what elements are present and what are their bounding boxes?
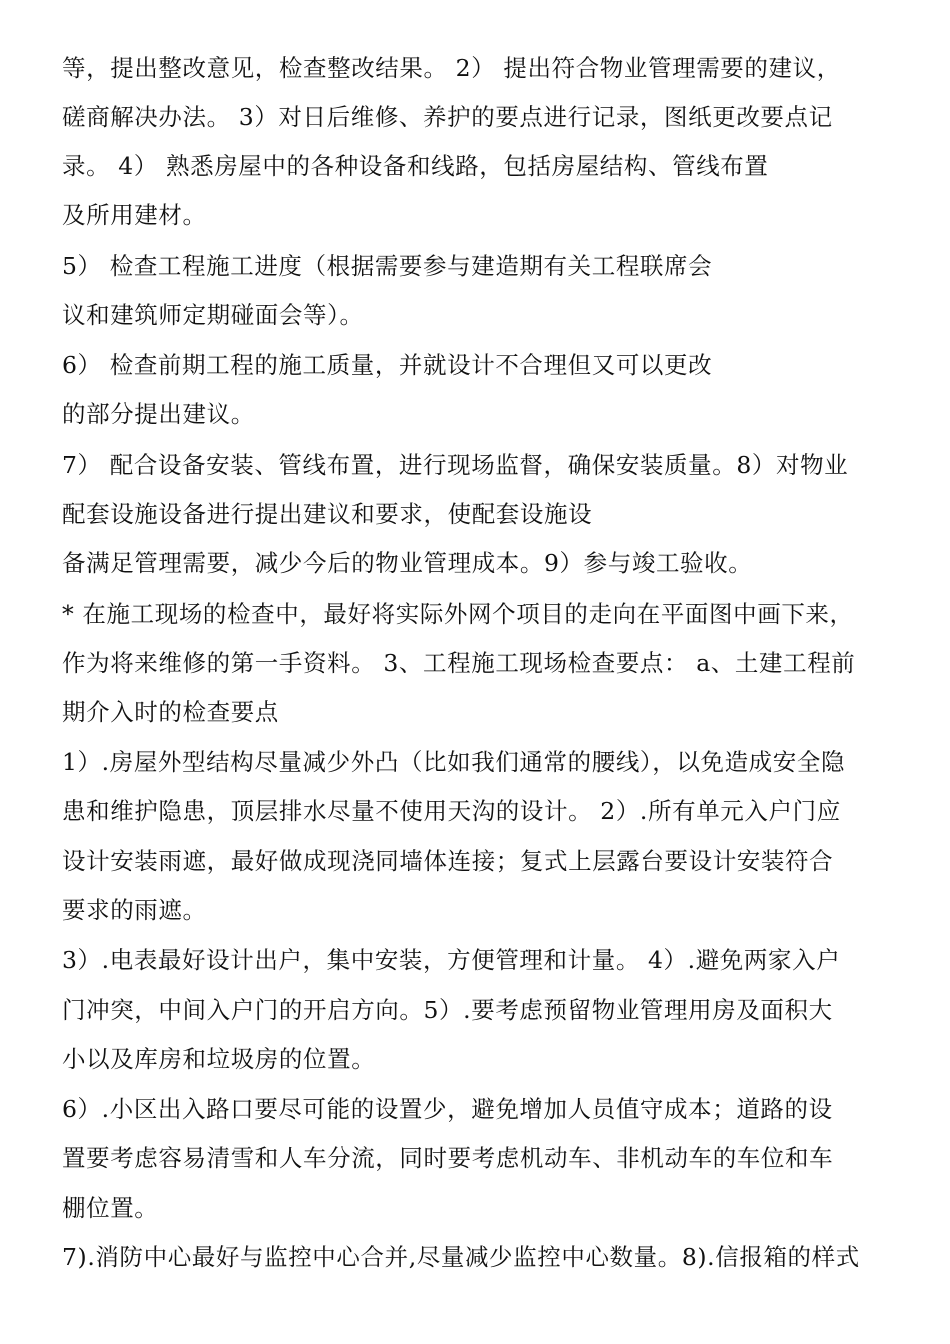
text-line: 6） 检查前期工程的施工质量，并就设计不合理但又可以更改 — [62, 351, 713, 379]
text-line: 期介入时的检查要点 — [62, 698, 279, 726]
text-line: 5） 检查工程施工进度（根据需要参与建造期有关工程联席会 — [62, 252, 713, 280]
text-line: 及所用建材。 — [62, 201, 207, 229]
text-line: 门冲突，中间入户门的开启方向。5）.要考虑预留物业管理用房及面积大 — [62, 996, 833, 1024]
text-line: 备满足管理需要，减少今后的物业管理成本。9）参与竣工验收。 — [62, 549, 753, 577]
text-line: 配套设施设备进行提出建议和要求，使配套设施设 — [62, 500, 593, 528]
text-line: 小以及库房和垃圾房的位置。 — [62, 1045, 376, 1073]
text-line: 棚位置。 — [62, 1194, 159, 1222]
text-line: 磋商解决办法。 3）对日后维修、养护的要点进行记录，图纸更改要点记 — [62, 103, 833, 131]
text-line: 作为将来维修的第一手资料。 3、工程施工现场检查要点： a、土建工程前 — [62, 649, 856, 677]
text-line: 患和维护隐患，顶层排水尽量不使用天沟的设计。 2）.所有单元入户门应 — [62, 797, 841, 825]
text-line: 置要考虑容易清雪和人车分流，同时要考虑机动车、非机动车的车位和车 — [62, 1144, 834, 1172]
text-line: 7).消防中心最好与监控中心合并,尽量减少监控中心数量。8).信报箱的样式 — [62, 1243, 860, 1271]
text-line: 3）.电表最好设计出户，集中安装，方便管理和计量。 4）.避免两家入户 — [62, 946, 841, 974]
text-line: 1）.房屋外型结构尽量减少外凸（比如我们通常的腰线），以免造成安全隐 — [62, 748, 846, 776]
text-line: 6）.小区出入路口要尽可能的设置少，避免增加人员值守成本；道路的设 — [62, 1095, 833, 1123]
text-line: 录。 4） 熟悉房屋中的各种设备和线路，包括房屋结构、管线布置 — [62, 152, 769, 180]
text-line: 的部分提出建议。 — [62, 400, 255, 428]
text-line: 议和建筑师定期碰面会等）。 — [62, 301, 364, 329]
text-line: 等，提出整改意见，检查整改结果。 2） 提出符合物业管理需要的建议， — [62, 54, 841, 82]
text-line: 设计安装雨遮，最好做成现浇同墙体连接；复式上层露台要设计安装符合 — [62, 847, 834, 875]
text-line: 7） 配合设备安装、管线布置，进行现场监督，确保安装质量。8）对物业 — [62, 451, 849, 479]
text-line: 要求的雨遮。 — [62, 896, 207, 924]
text-line: * 在施工现场的检查中，最好将实际外网个项目的走向在平面图中画下来， — [62, 600, 854, 628]
